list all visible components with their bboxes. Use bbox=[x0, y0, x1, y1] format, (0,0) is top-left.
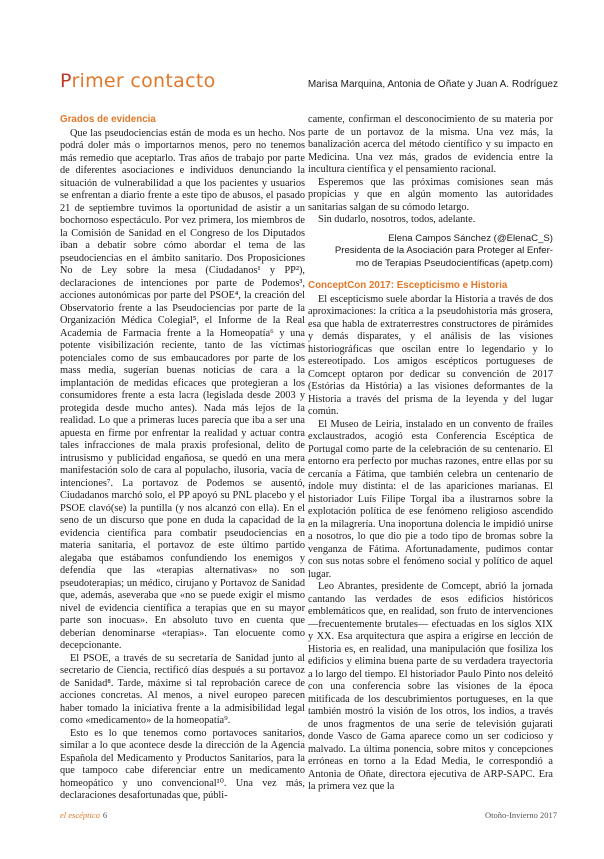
paragraph: Esperemos que las próximas comisiones sean más propicias y que en algún momento las autoridades sanitarias salgan de su cómodo letargo. bbox=[308, 176, 553, 213]
paragraph: El PSOE, a través de su secretaría de Sanidad junto al secretario de Ciencia, rectificó días después a su portavoz de Sanidad⁸. Tarde, máxime si tal reprobación carece de acciones concretas. Al menos, a nivel europeo parecen haber tomado la iniciativa frente a la admisibilidad legal como «medicamento» de la homeopatía⁹. bbox=[60, 652, 305, 726]
section-heading-evidence: Grados de evidencia bbox=[60, 114, 156, 125]
title-rest: rimer contacto bbox=[71, 70, 216, 92]
authors-line: Marisa Marquina, Antonia de Oñate y Juan A. Rodríguez bbox=[307, 79, 558, 90]
left-column bbox=[60, 114, 305, 803]
section-heading-conceptcon: ConceptCon 2017: Escepticismo e Historia bbox=[308, 280, 508, 291]
paragraph: camente, confirman el desconocimiento de su materia por parte de un portavoz de la misma. Una vez más, la banalización acerca del método científico y su impacto en Medicina. Una vez más, grados de evidencia entre la incultura científica y el pensamiento racional. bbox=[308, 114, 553, 175]
right-column bbox=[308, 114, 553, 794]
paragraph: El escepticismo suele abordar la Historia a través de dos aproximaciones: la crítica a la pseudohistoria más grosera, esa que habla de extraterrestres constructores de pirámides y demás disparates, y el análisis de las visiones historiográficas que oscilan entre lo legendario y lo estereotipado. Los amigos escépticos portugueses de Comcept optaron por dedicar su convención de 2017 (Estórias da História) a las visiones deformantes de la Historia a través del prisma de la leyenda y del lugar común. bbox=[308, 293, 553, 417]
paragraph: Leo Abrantes, presidente de Comcept, abrió la jornada cantando las verdades de esos edificios históricos emblemáticos que, en realidad, son fruto de intervenciones —frecuentemente brutales— efectuadas en los siglos XIX y XX. Esa arquitectura que aspira a erigirse en lección de Historia es, en realidad, una manipulación que fosiliza los edificios y elimina buena parte de su verdadera trayectoria a lo largo del tiempo. El historiador Paulo Pinto nos deleitó con una conferencia sobre las visiones de la época mitificada de los descubrimientos portugueses, en la que también mostró la visión de los otros, los indios, a través de unos fragmentos de una serie de televisión gujarati donde Vasco de Gama aparece como un ser codicioso y malvado. La última ponencia, sobre mitos y concepciones erróneas en torno a la Edad Media, le correspondió a Antonia de Oñate, directora ejecutiva de ARP-SAPC. Era la primera vez que la bbox=[308, 581, 553, 792]
paragraph: Esto es lo que tenemos como portavoces sanitarios, similar a lo que acontece desde la dirección de la Agencia Española del Medicamento y Productos Sanitarios, para la que tampoco cabe diferenciar entre un medicamento homeopático y uno convencional¹⁰. Una vez más, declaraciones desafortunadas que, públi- bbox=[60, 727, 305, 801]
paragraph: Sin dudarlo, nosotros, todos, adelante. bbox=[318, 214, 476, 225]
title-initial: P bbox=[60, 70, 72, 92]
signature-role-line2: mo de Terapias Pseudocientíficas (apetp.com) bbox=[355, 257, 553, 269]
paragraph: El Museo de Leiria, instalado en un convento de frailes exclaustrados, acogió esta Conferencia Escéptica de Portugal como parte de la celebración de su centenario. El entorno era perfecto por muchas razones, entre ellas por su cercanía a Fátima, que también celebra un centenario de índole muy distinta: el de las apariciones marianas. El historiador Luís Filipe Torgal iba a ilustrarnos sobre la explotación política de ese fenómeno religioso ascendido en la milagrería. Una inoportuna dolencia le impidió unirse a nosotros, lo que dio pie a todo tipo de bromas sobre la venganza de Fátima. Afortunadamente, pudimos contar con sus notas sobre el fenómeno social y político de aquel lugar. bbox=[308, 418, 553, 580]
footer-issue: Otoño-Invierno 2017 bbox=[484, 810, 557, 820]
signature-name: Elena Campos Sánchez (@ElenaC_S) bbox=[388, 232, 553, 244]
page-title bbox=[60, 70, 216, 92]
page-number: 6 bbox=[102, 810, 108, 820]
section-gap bbox=[308, 270, 553, 280]
signature-role-line1: Presidenta de la Asociación para Proteger al Enfer- bbox=[334, 245, 553, 256]
paragraph: Que las pseudociencias están de moda es un hecho. Nos podrá doler más o importarnos menos, pero no tenemos más remedio que aceptarlo. Tras años de trabajo por parte de diferentes asociaciones e individuos denunciando la situación de vulnerabilidad a que los pacientes y usuarios se enfrentan a diario frente a este tipo de abusos, el pasado 21 de septiembre tuvimos la oportunidad de asistir a un bochornoso espectáculo. Por vez primera, los miembros de la Comisión de Sanidad en el Congreso de los Diputados iban a debatir sobre cómo abordar el tema de las pseudociencias en el ámbito sanitario. Dos Proposiciones No de Ley sobre la mesa (Ciudadanos¹ y PP²), declaraciones de intenciones por parte de Podemos³, acciones autonómicas por parte del PSOE⁴, la creación del Observatorio frente a las Pseudociencias por parte de la Organización Médica Colegial⁵, el Informe de la Real Academia de Farmacia frente a la Homeopatía⁶ y una potente visibilización reciente, tanto de las víctimas potenciales como de sus embaucadores por parte de los mass media, sugerían buenas noticias de cara a la implantación de medidas eficaces que protegieran a los consumidores frente a esta lacra (legislada desde 2003 y protegida desde mucho antes). Nada más lejos de la realidad. Lo que a primeras luces parecía que iba a ser una apuesta en firme por enfrentar la realidad y actuar contra tales infracciones de mala praxis profesional, delito de intrusismo y publicidad engañosa, se quedó en una mera manifestación solo de cara al populacho, ilusoria, vacía de intenciones⁷. La portavoz de Podemos se ausentó, Ciudadanos marchó solo, el PP apoyó su PNL placebo y el PSOE clavó(se) la puntilla (y nos alcanzó con ella). En el seno de un discurso que pone en duda la capacidad de la evidencia científica para combatir pseudociencias en materia sanitaria, el portavoz de este último partido alegaba que estábamos confundiendo los enemigos y defendía que las «terapias alternativas» no son pseudoterapias; un médico, cirujano y Portavoz de Sanidad que, además, aseveraba que «no se puede exigir el mismo nivel de evidencia científica a terapias que en su mayor parte son inocuas». En absoluto tuvo en cuenta que deberían denominarse «terapias». Tan elocuente como decepcionante. bbox=[60, 127, 305, 651]
footer-magazine bbox=[60, 810, 107, 820]
magazine-name: el escéptico bbox=[60, 810, 100, 820]
